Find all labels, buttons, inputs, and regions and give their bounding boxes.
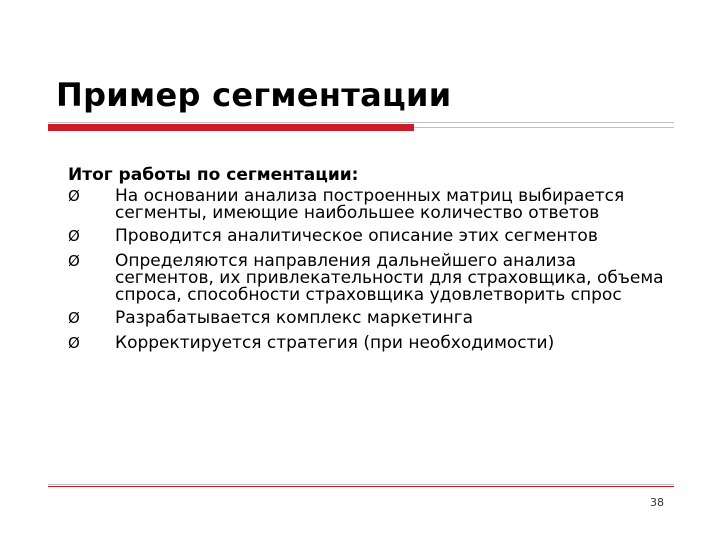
bullet-item-4 bbox=[68, 308, 678, 329]
arrow-bullet-icon: Ø bbox=[68, 252, 80, 270]
footer-divider-red bbox=[48, 486, 674, 487]
arrow-bullet-icon: Ø bbox=[68, 309, 80, 327]
arrow-bullet-icon: Ø bbox=[68, 187, 80, 205]
arrow-bullet-icon: Ø bbox=[68, 227, 80, 245]
footer-divider-gray bbox=[48, 484, 674, 485]
slide-body bbox=[68, 165, 678, 354]
bullet-text: На основании анализа построенных матриц выбирается сегменты, имеющие наибольшее количество ответов bbox=[115, 186, 625, 223]
bullet-text: Проводится аналитическое описание этих сегментов bbox=[115, 226, 598, 246]
page-number: 38 bbox=[650, 496, 664, 509]
lead-heading: Итог работы по сегментации: bbox=[68, 165, 359, 185]
title-divider-gray bbox=[414, 127, 674, 128]
slide-title: Пример сегментации bbox=[56, 76, 452, 114]
bullet-text: Определяются направления дальнейшего анализа сегментов, их привлекательности для страховщика, объема спроса, способности страховщика удовлетворить спрос bbox=[115, 251, 664, 305]
bullet-item-3 bbox=[68, 251, 678, 304]
arrow-bullet-icon: Ø bbox=[68, 334, 80, 352]
bullet-text: Корректируется стратегия (при необходимости) bbox=[115, 333, 555, 353]
bullet-text: Разрабатывается комплекс маркетинга bbox=[115, 308, 474, 328]
bullet-item-2 bbox=[68, 226, 678, 247]
title-accent-bar bbox=[48, 124, 414, 131]
title-divider-top bbox=[48, 122, 674, 123]
bullet-list bbox=[68, 186, 678, 354]
bullet-item-1 bbox=[68, 186, 678, 222]
bullet-item-5 bbox=[68, 333, 678, 354]
